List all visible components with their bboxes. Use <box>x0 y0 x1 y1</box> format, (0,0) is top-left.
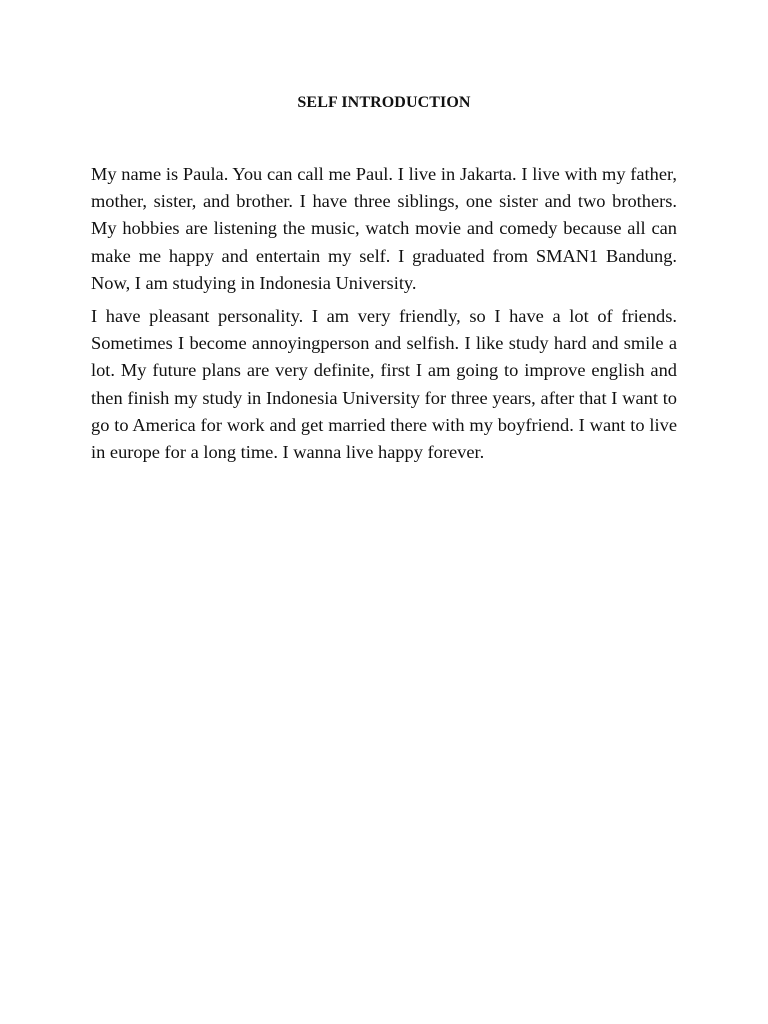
paragraph-2: I have pleasant personality. I am very friendly, so I have a lot of friends. Sometimes I become annoyingperson and selfish. I like study hard and smile a lot. My future plans are very definite, first I am going to improve english and then finish my study in Indonesia University for three years, after that I want to go to America for work and get married there with my boyfriend. I want to live in europe for a long time. I wanna live happy forever. <box>91 306 677 463</box>
document-title: SELF INTRODUCTION <box>297 94 471 111</box>
paragraph-1: My name is Paula. You can call me Paul. I live in Jakarta. I live with my father, mother, sister, and brother. I have three siblings, one sister and two brothers. My hobbies are listening the music, watch movie and comedy because all can make me happy and entertain my self. I graduated from SMAN1 Bandung. Now, I am studying in Indonesia University. <box>91 164 677 293</box>
document-body <box>91 161 677 466</box>
